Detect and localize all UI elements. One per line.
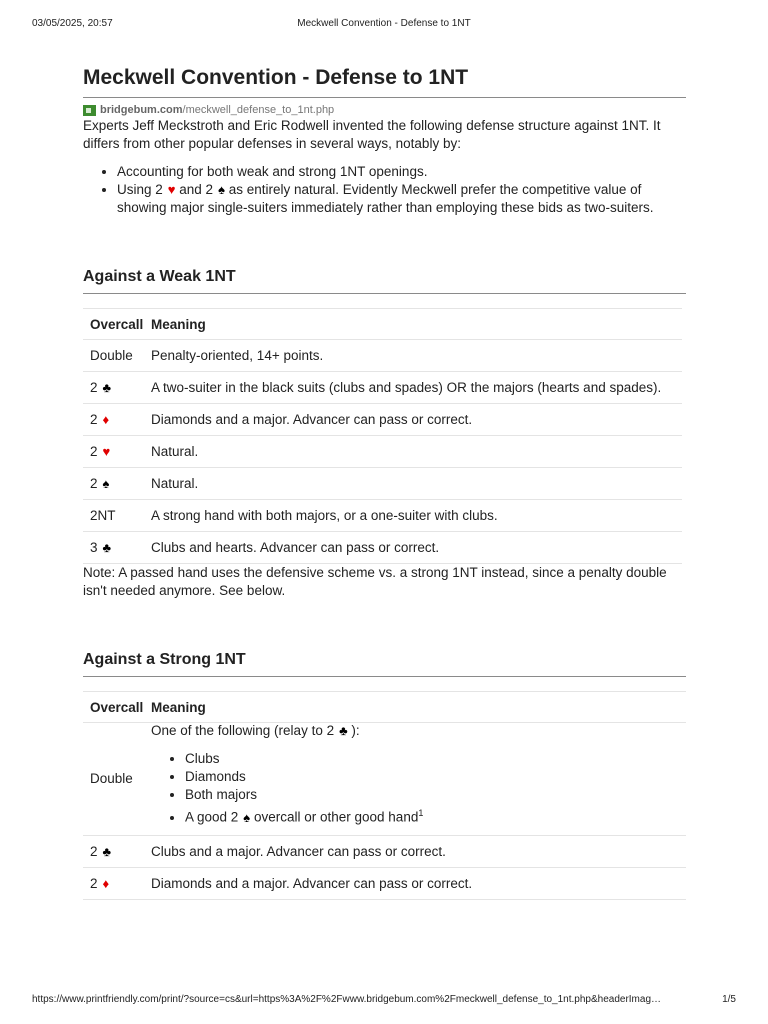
column-header-meaning: Meaning bbox=[151, 692, 686, 723]
table-header-row bbox=[83, 692, 686, 723]
intro-paragraph: Experts Jeff Meckstroth and Eric Rodwell invented the following defense structure against 1NT. It differs from other popular defenses in several ways, notably by: bbox=[83, 118, 661, 151]
bid-level: 3 bbox=[90, 540, 98, 555]
option-text: A good 2 bbox=[184, 809, 239, 825]
weak-nt-table bbox=[83, 308, 682, 564]
table-row bbox=[83, 404, 682, 436]
bid-cell bbox=[83, 532, 151, 564]
meaning-cell: A strong hand with both majors, or a one-suiter with clubs. bbox=[151, 500, 682, 532]
diamonds-icon: ♦ bbox=[102, 875, 110, 891]
print-doc-title: Meckwell Convention - Defense to 1NT bbox=[297, 18, 471, 29]
table-header-row bbox=[83, 309, 682, 340]
print-url: https://www.printfriendly.com/print/?source=cs&url=https%3A%2F%2Fwww.bridgebum.com%2Fmeckwell_defense_to_1nt.php&headerImag… bbox=[32, 994, 662, 1005]
meaning-text: One of the following (relay to 2 bbox=[150, 723, 335, 738]
meaning-cell: Penalty-oriented, 14+ points. bbox=[151, 340, 682, 372]
hearts-icon: ♥ bbox=[102, 444, 111, 459]
meaning-cell bbox=[151, 723, 686, 836]
double-options-list bbox=[151, 750, 679, 827]
bid-cell bbox=[83, 468, 151, 500]
intro-bullet-list bbox=[83, 163, 686, 217]
meaning-cell: Clubs and a major. Advancer can pass or correct. bbox=[151, 835, 686, 867]
bid-cell bbox=[83, 436, 151, 468]
list-item: • Accounting for both weak and strong 1NT openings. bbox=[117, 163, 686, 181]
passed-hand-note: Note: A passed hand uses the defensive scheme vs. a strong 1NT instead, since a penalty double isn't needed anymore. See below. bbox=[83, 565, 667, 598]
bullet-text: as entirely natural. Evidently Meckwell prefer the competitive value of showing major single-suiters immediately rather than employing these bids as two-suiters. bbox=[117, 182, 654, 215]
bid-cell bbox=[83, 835, 151, 867]
list-item: • Diamonds bbox=[185, 768, 679, 786]
section-heading-strong: Against a Strong 1NT bbox=[83, 651, 686, 677]
bid-level: 2 bbox=[90, 444, 98, 459]
bid-cell bbox=[83, 867, 151, 899]
page-number: 1/5 bbox=[722, 994, 736, 1005]
clubs-icon: ♣ bbox=[102, 380, 112, 395]
list-item: • Both majors bbox=[185, 786, 679, 804]
list-item bbox=[117, 181, 686, 217]
meaning-cell: Diamonds and a major. Advancer can pass or correct. bbox=[151, 404, 682, 436]
diamonds-icon: ♦ bbox=[102, 412, 110, 427]
meaning-cell: Clubs and hearts. Advancer can pass or correct. bbox=[151, 532, 682, 564]
clubs-icon: ♣ bbox=[339, 723, 348, 738]
table-row bbox=[83, 372, 682, 404]
clubs-icon: ♣ bbox=[102, 843, 112, 859]
bid-level: 2 bbox=[90, 476, 98, 491]
print-footer bbox=[32, 994, 736, 1008]
spades-icon: ♠ bbox=[218, 182, 225, 197]
meaning-cell: Natural. bbox=[151, 468, 682, 500]
footnote-ref[interactable]: 1 bbox=[418, 808, 424, 818]
table-row bbox=[83, 436, 682, 468]
meaning-text: ): bbox=[351, 723, 360, 738]
column-header-meaning: Meaning bbox=[151, 309, 682, 340]
print-datetime: 03/05/2025, 20:57 bbox=[32, 18, 113, 29]
bullet-text: and 2 bbox=[179, 182, 214, 197]
table-row bbox=[83, 532, 682, 564]
site-favicon-icon bbox=[83, 105, 96, 116]
bid-level: 2 bbox=[90, 875, 98, 891]
list-item: • Clubs bbox=[185, 750, 679, 768]
print-header bbox=[32, 18, 736, 32]
table-row bbox=[83, 468, 682, 500]
column-header-overcall: Overcall bbox=[83, 692, 151, 723]
table-row bbox=[83, 867, 686, 899]
table-row bbox=[83, 835, 686, 867]
bid-cell: Double bbox=[83, 723, 151, 836]
table-row bbox=[83, 340, 682, 372]
bid-cell bbox=[83, 404, 151, 436]
meaning-cell: A two-suiter in the black suits (clubs and spades) OR the majors (hearts and spades). bbox=[151, 372, 682, 404]
article bbox=[83, 66, 686, 900]
clubs-icon: ♣ bbox=[102, 540, 112, 555]
bid-level: 2 bbox=[90, 843, 98, 859]
bid-level: 2 bbox=[90, 380, 98, 395]
page-title: Meckwell Convention - Defense to 1NT bbox=[83, 66, 686, 98]
hearts-icon: ♥ bbox=[167, 182, 176, 197]
meaning-cell: Natural. bbox=[151, 436, 682, 468]
spades-icon: ♠ bbox=[102, 476, 110, 491]
table-row bbox=[83, 500, 682, 532]
list-item bbox=[185, 804, 679, 827]
bullet-text: Using 2 bbox=[117, 182, 163, 197]
strong-nt-table bbox=[83, 691, 686, 900]
option-text: overcall or other good hand bbox=[253, 809, 419, 825]
section-heading-weak: Against a Weak 1NT bbox=[83, 268, 686, 294]
table-row bbox=[83, 723, 686, 836]
bid-cell: Double bbox=[83, 340, 151, 372]
source-domain[interactable]: bridgebum.com bbox=[100, 104, 183, 116]
bid-cell bbox=[83, 372, 151, 404]
source-link[interactable] bbox=[83, 103, 686, 117]
bid-level: 2 bbox=[90, 412, 98, 427]
column-header-overcall: Overcall bbox=[83, 309, 151, 340]
source-path[interactable]: /meckwell_defense_to_1nt.php bbox=[182, 104, 335, 116]
spades-icon: ♠ bbox=[243, 809, 251, 825]
bid-cell: 2NT bbox=[83, 500, 151, 532]
meaning-cell: Diamonds and a major. Advancer can pass or correct. bbox=[151, 867, 686, 899]
